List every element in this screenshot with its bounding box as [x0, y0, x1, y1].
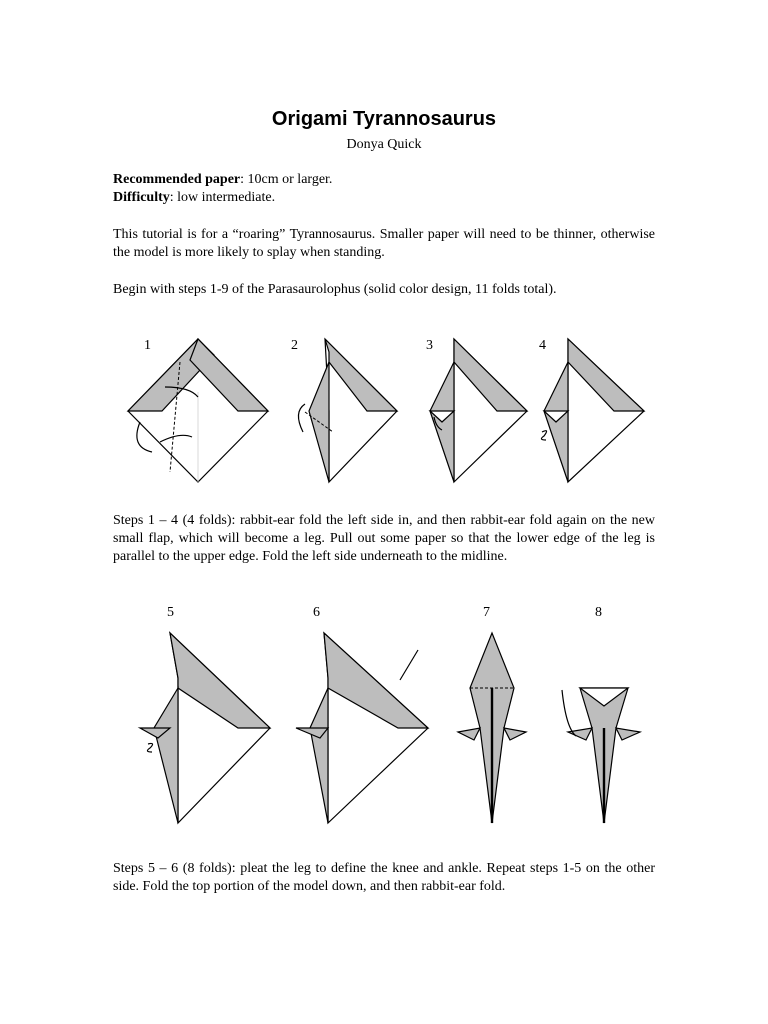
steps-1-4-caption: Steps 1 – 4 (4 folds): rabbit-ear fold the left side in, and then rabbit-ear fold again on the new small flap, which will become a leg. Pull out some paper so that the lower edge of the leg is parallel to the upper edge. Fold the left side underneath to the midline. [113, 513, 655, 564]
step-1-diagram [110, 332, 280, 492]
steps-5-6-caption: Steps 5 – 6 (8 folds): pleat the leg to define the knee and ankle. Repeat steps 1-5 on the other side. Fold the top portion of the model down, and then rabbit-ear fold. [113, 861, 655, 894]
page-title: Origami Tyrannosaurus [271, 108, 497, 130]
step-8-diagram [552, 628, 647, 828]
step-4-diagram [532, 332, 648, 492]
intro-paragraph: This tutorial is for a “roaring” Tyrannosaurus. Smaller paper will need to be thinner, otherwise the model is more likely to splay when standing. [113, 227, 655, 260]
recommended-paper-line [113, 171, 332, 189]
step-number-7: 7 [483, 605, 490, 620]
step-number-1: 1 [144, 338, 151, 353]
step-7-diagram [450, 628, 540, 828]
step-number-8: 8 [595, 605, 602, 620]
author-name: Donya Quick [346, 137, 422, 152]
step-2-diagram [285, 332, 420, 492]
step-number-6: 6 [313, 605, 320, 620]
difficulty-line [113, 189, 275, 207]
step-number-5: 5 [167, 605, 174, 620]
step-number-4: 4 [539, 338, 546, 353]
recommended-paper-label: Recommended paper [113, 172, 241, 187]
step-5-diagram [130, 628, 275, 828]
begin-paragraph: Begin with steps 1-9 of the Parasaurolophus (solid color design, 11 folds total). [113, 282, 557, 297]
difficulty-value: : low intermediate. [169, 190, 276, 205]
step-number-2: 2 [291, 338, 298, 353]
difficulty-label: Difficulty [113, 190, 170, 205]
recommended-paper-value: : 10cm or larger. [240, 172, 333, 187]
step-3-diagram [420, 332, 532, 492]
step-number-3: 3 [426, 338, 433, 353]
step-6-diagram [290, 628, 440, 828]
